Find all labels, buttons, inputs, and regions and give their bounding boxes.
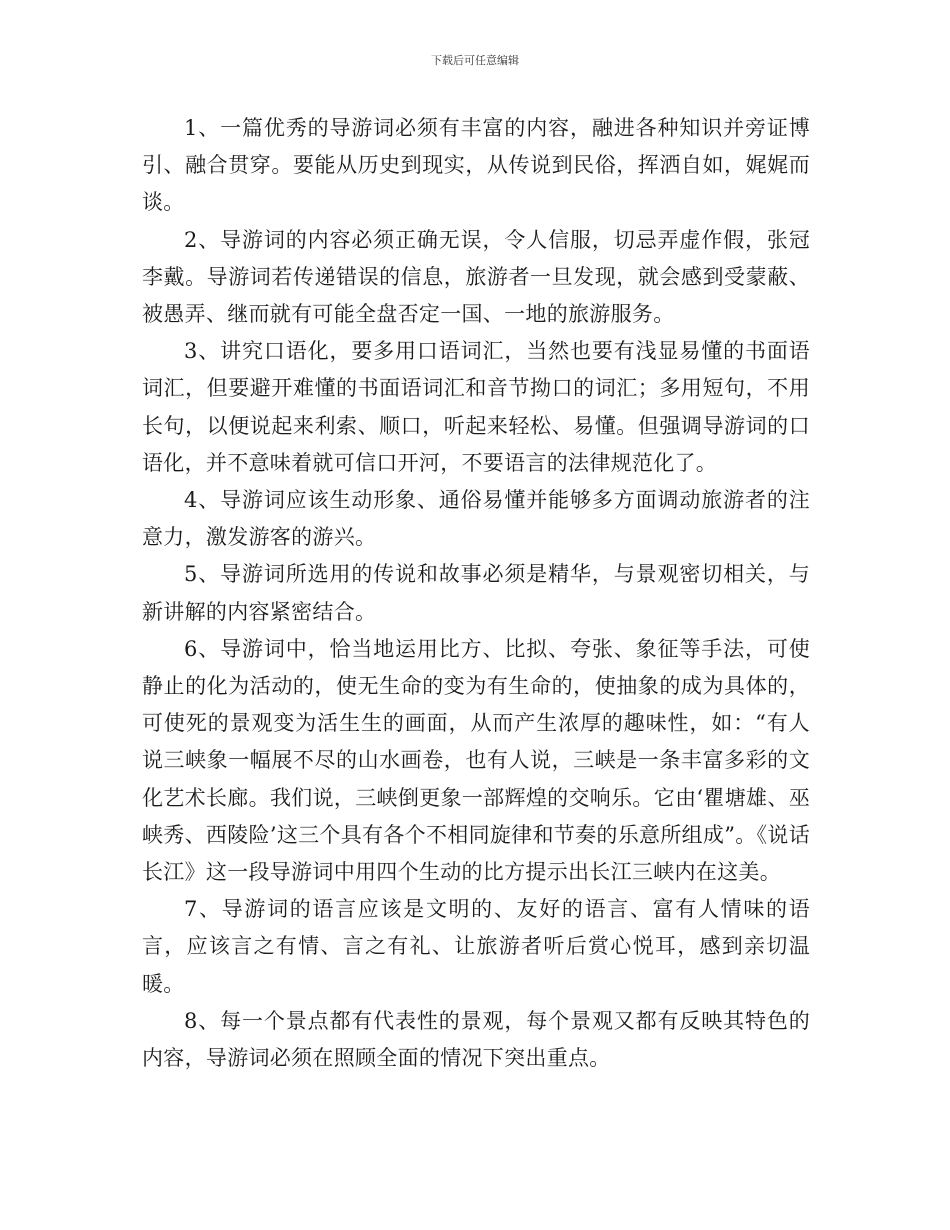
paragraph-8: 8、每一个景点都有代表性的景观，每个景观又都有反映其特色的内容，导游词必须在照顾全面的情况下突出重点。 [142, 1008, 810, 1071]
paragraph-4: 4、导游词应该生动形象、通俗易懂并能够多方面调动旅游者的注意力，激发游客的游兴。 [142, 488, 810, 550]
document-body [142, 110, 810, 1077]
paragraph-5: 5、导游词所选用的传说和故事必须是精华，与景观密切相关，与新讲解的内容紧密结合。 [142, 562, 810, 624]
paragraph-6: 6、导游词中，恰当地运用比方、比拟、夸张、象征等手法，可使静止的化为活动的，使无生命的变为有生命的，使抽象的成为具体的，可使死的景观变为活生生的画面，从而产生浓厚的趣味性，如：“有人说三峡象一幅展不尽的山水画卷，也有人说，三峡是一条丰富多彩的文化艺术长廊。我们说，三峡倒更象一部辉煌的交响乐。它由‘瞿塘雄、巫峡秀、西陵险’这三个具有各个不相同旋律和节奏的乐意所组成”。《说话长江》这一段导游词中用四个生动的比方提示出长江三峡内在这美。 [142, 636, 810, 885]
paragraph-2: 2、导游词的内容必须正确无误，令人信服，切忌弄虚作假，张冠李戴。导游词若传递错误的信息，旅游者一旦发现，就会感到受蒙蔽、被愚弄、继而就有可能全盘否定一国、一地的旅游服务。 [142, 227, 810, 327]
paragraph-7: 7、导游词的语言应该是文明的、友好的语言、富有人情味的语言，应该言之有情、言之有礼、让旅游者听后赏心悦耳，感到亲切温暖。 [142, 897, 810, 996]
paragraph-1: 1、一篇优秀的导游词必须有丰富的内容，融进各种知识并旁证博引、融合贯穿。要能从历史到现实，从传说到民俗，挥洒自如，娓娓而谈。 [142, 116, 810, 215]
paragraph-3: 3、讲究口语化，要多用口语词汇，当然也要有浅显易懂的书面语词汇，但要避开难懂的书面语词汇和音节拗口的词汇；多用短句，不用长句，以便说起来利索、顺口，听起来轻松、易懂。但强调导游词的口语化，并不意味着就可信口开河，不要语言的法律规范化了。 [142, 339, 810, 475]
page-header: 下载后可任意编辑 [431, 54, 519, 67]
